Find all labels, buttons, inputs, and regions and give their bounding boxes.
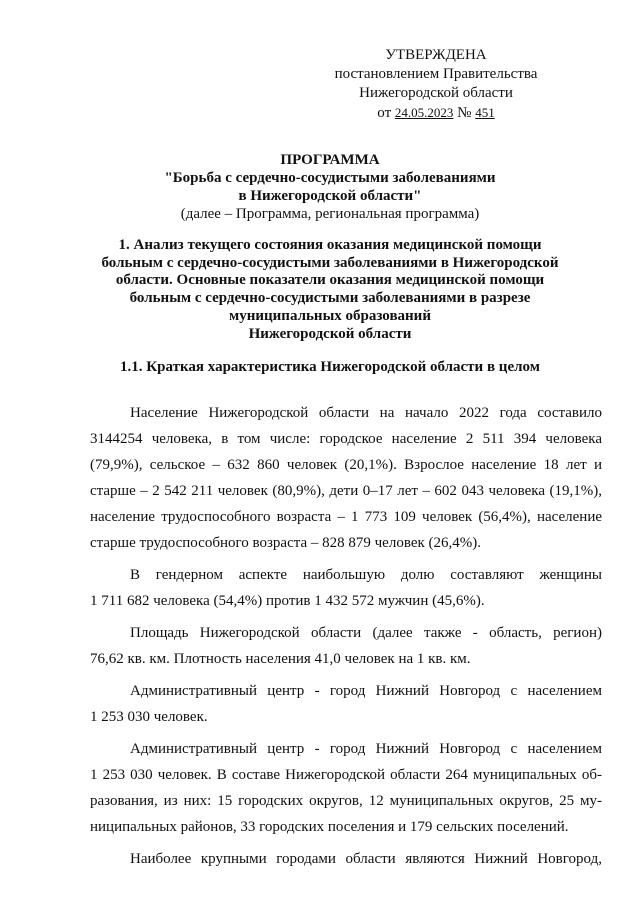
- text-line: Площадь Нижегородской области (далее также - область, регион): [130, 625, 602, 641]
- approval-line-1: постановлением Правительства: [334, 66, 538, 82]
- section-title-line: области. Основные показатели оказания медицинской помощи: [115, 272, 545, 289]
- paragraph-area: [90, 620, 602, 672]
- text-line: 1 711 682 человека (54,4%) против 1 432 572 мужчин (45,6%).: [90, 593, 485, 609]
- program-heading: ПРОГРАММА: [280, 152, 380, 168]
- date-prefix: от: [377, 105, 392, 121]
- program-note: (далее – Программа, региональная программа): [180, 206, 480, 222]
- section-title-line: больным с сердечно-сосудистыми заболеваниями в Нижегородской: [101, 254, 559, 271]
- paragraph-gender: [90, 562, 602, 614]
- paragraph-cities: [90, 846, 602, 872]
- subsection-1-1-title: 1.1. Краткая характеристика Нижегородской области в целом: [120, 359, 540, 375]
- text-line: 76,62 кв. км. Плотность населения 41,0 человек на 1 кв. км.: [90, 651, 471, 667]
- approval-date-line: [300, 103, 572, 123]
- text-line: Наиболее крупными городами области являются Нижний Новгород,: [130, 851, 602, 867]
- text-line: старше – 2 542 211 человек (80,9%), дети 0–17 лет – 602 043 человека (19,1%),: [90, 483, 602, 499]
- number-sign: №: [457, 105, 472, 121]
- text-line: Административный центр - город Нижний Новгород с населением: [130, 741, 602, 757]
- text-line: 1 253 030 человек. В составе Нижегородской области 264 муниципальных об-: [90, 767, 602, 783]
- text-line: (79,9%), сельское – 632 860 человек (20,1%). Взрослое население 18 лет и: [90, 457, 602, 473]
- text-line: 1 253 030 человек.: [90, 709, 208, 725]
- section-1-title: [70, 237, 590, 343]
- text-line: Административный центр - город Нижний Новгород с населением: [130, 683, 602, 699]
- text-line: разования, из них: 15 городских округов, 12 муниципальных округов, 25 му-: [90, 793, 602, 809]
- section-title-line: больным с сердечно-сосудистыми заболеваниями в разрезе: [129, 290, 531, 307]
- program-name-line-2: в Нижегородской области": [238, 188, 422, 204]
- section-title-line: 1. Анализ текущего состояния оказания медицинской помощи: [118, 237, 542, 253]
- approval-line-2: Нижегородской области: [359, 85, 513, 101]
- text-line: старше трудоспособного возраста – 828 879 человек (26,4%).: [90, 535, 481, 551]
- text-line: 3144254 человека, в том числе: городское население 2 511 394 человека: [90, 431, 602, 447]
- approval-stamp: [300, 46, 572, 123]
- body-text: [90, 400, 602, 878]
- program-title: [60, 151, 600, 223]
- program-name-line-1: "Борьба с сердечно-сосудистыми заболеваниями: [164, 170, 496, 186]
- paragraph-admin-center: [90, 678, 602, 730]
- text-line: Население Нижегородской области на начало 2022 года составило: [130, 405, 602, 421]
- approval-status: УТВЕРЖДЕНА: [385, 47, 487, 63]
- text-line: ниципальных районов, 33 городских поселения и 179 сельских поселений.: [90, 819, 569, 835]
- approval-date: 24.05.2023: [394, 105, 454, 120]
- text-line: население трудоспособного возраста – 1 773 109 человек (56,4%), население: [90, 509, 602, 525]
- approval-number: 451: [475, 105, 495, 120]
- section-title-line: Нижегородской области: [248, 325, 412, 342]
- paragraph-municipalities: [90, 736, 602, 840]
- paragraph-population: [90, 400, 602, 556]
- section-title-line: муниципальных образований: [229, 307, 431, 324]
- text-line: В гендерном аспекте наибольшую долю составляют женщины: [130, 567, 602, 583]
